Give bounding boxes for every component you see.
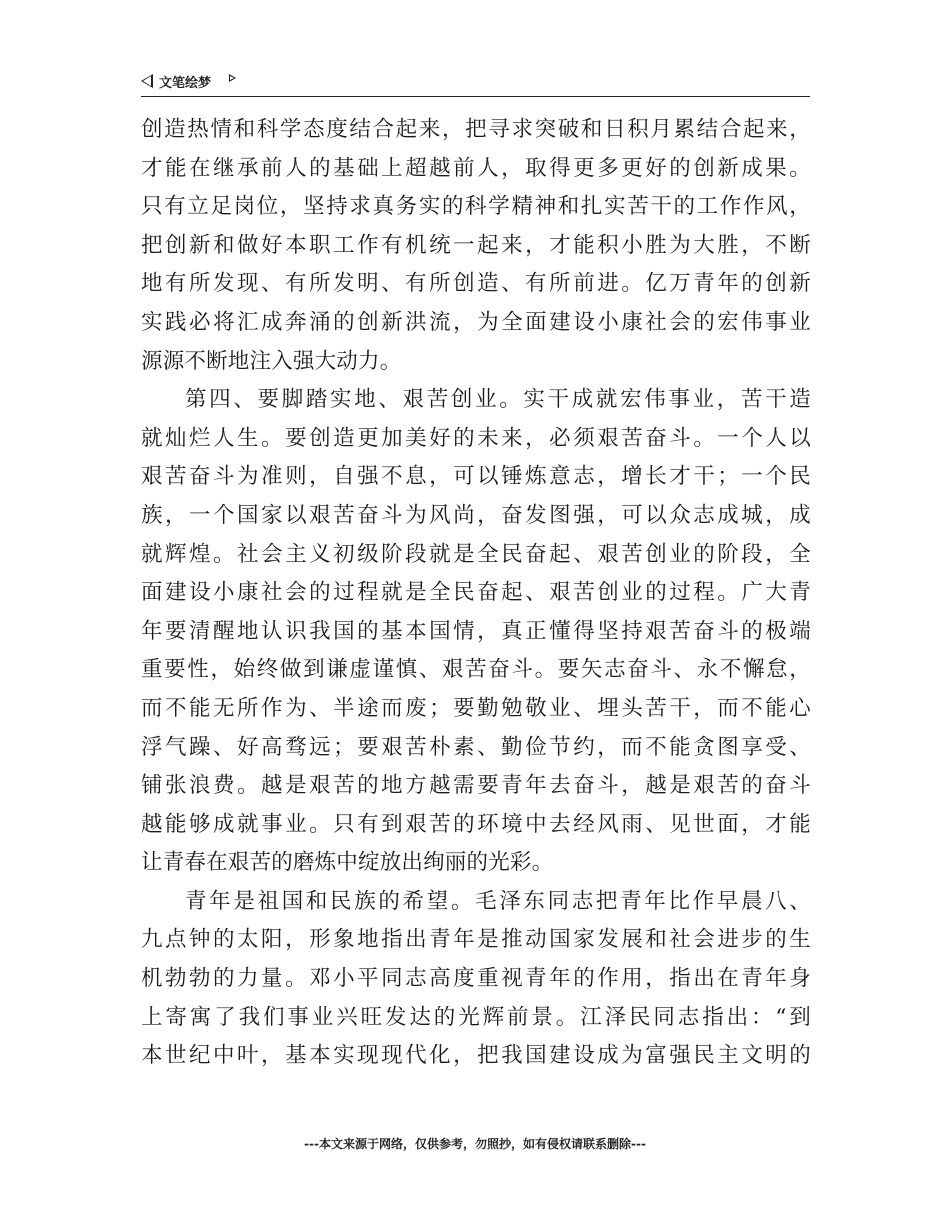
text-line: 实践必将汇成奔涌的创新洪流，为全面建设小康社会的宏伟事业 xyxy=(141,309,811,335)
text-line: 本世纪中叶，基本实现现代化，把我国建设成为富强民主文明的 xyxy=(141,1043,811,1069)
text-line: 才能在继承前人的基础上超越前人，取得更多更好的创新成果。 xyxy=(141,155,811,181)
page-header xyxy=(141,68,810,97)
text-line: 而不能无所作为、半途而废；要勤勉敬业、埋头苦干，而不能心 xyxy=(141,695,811,721)
text-line: 让青春在艰苦的磨炼中绽放出绚丽的光彩。 xyxy=(141,850,554,876)
text-line: 把创新和做好本职工作有机统一起来，才能积小胜为大胜，不断 xyxy=(141,232,811,258)
text-line: 面建设小康社会的过程就是全民奋起、艰苦创业的过程。广大青 xyxy=(141,580,811,606)
text-line: 源源不断地注入强大动力。 xyxy=(141,348,402,374)
text-line: 机勃勃的力量。邓小平同志高度重视青年的作用，指出在青年身 xyxy=(141,966,811,992)
text-line: 上寄寓了我们事业兴旺发达的光辉前景。江泽民同志指出：“到 xyxy=(141,1004,811,1030)
text-line: 地有所发现、有所发明、有所创造、有所前进。亿万青年的创新 xyxy=(141,271,811,297)
text-line: 越能够成就事业。只有到艰苦的环境中去经风雨、见世面，才能 xyxy=(141,811,811,837)
text-line: 浮气躁、好高骛远；要艰苦朴素、勤俭节约，而不能贪图享受、 xyxy=(141,734,811,760)
right-triangle-icon xyxy=(229,74,236,82)
page-footer: ---本文来源于网络，仅供参考，勿照抄，如有侵权请联系删除--- xyxy=(304,1137,646,1151)
document-body xyxy=(141,111,811,1076)
left-triangle-icon xyxy=(141,74,153,88)
text-line: 只有立足岗位，坚持求真务实的科学精神和扎实苦干的工作作风， xyxy=(141,194,811,220)
text-line: 年要清醒地认识我国的基本国情，真正懂得坚持艰苦奋斗的极端 xyxy=(141,618,811,644)
text-line: 创造热情和科学态度结合起来，把寻求突破和日积月累结合起来， xyxy=(141,117,811,142)
text-line: 艰苦奋斗为准则，自强不息，可以锤炼意志，增长才干；一个民 xyxy=(141,464,811,490)
text-line: 就灿烂人生。要创造更加美好的未来，必须艰苦奋斗。一个人以 xyxy=(141,425,811,451)
paragraph-start-line: 青年是祖国和民族的希望。毛泽东同志把青年比作早晨八、 xyxy=(185,888,811,914)
text-line: 九点钟的太阳，形象地指出青年是推动国家发展和社会进步的生 xyxy=(141,927,811,953)
header-title: 文笔绘梦 xyxy=(159,76,212,91)
text-line: 族，一个国家以艰苦奋斗为风尚，奋发图强，可以众志成城，成 xyxy=(141,502,811,528)
text-line: 就辉煌。社会主义初级阶段就是全民奋起、艰苦创业的阶段，全 xyxy=(141,541,811,567)
text-line: 铺张浪费。越是艰苦的地方越需要青年去奋斗，越是艰苦的奋斗 xyxy=(141,773,811,799)
text-line: 重要性，始终做到谦虚谨慎、艰苦奋斗。要矢志奋斗、永不懈怠， xyxy=(141,657,811,683)
paragraph-start-line: 第四、要脚踏实地、艰苦创业。实干成就宏伟事业，苦干造 xyxy=(185,387,811,413)
